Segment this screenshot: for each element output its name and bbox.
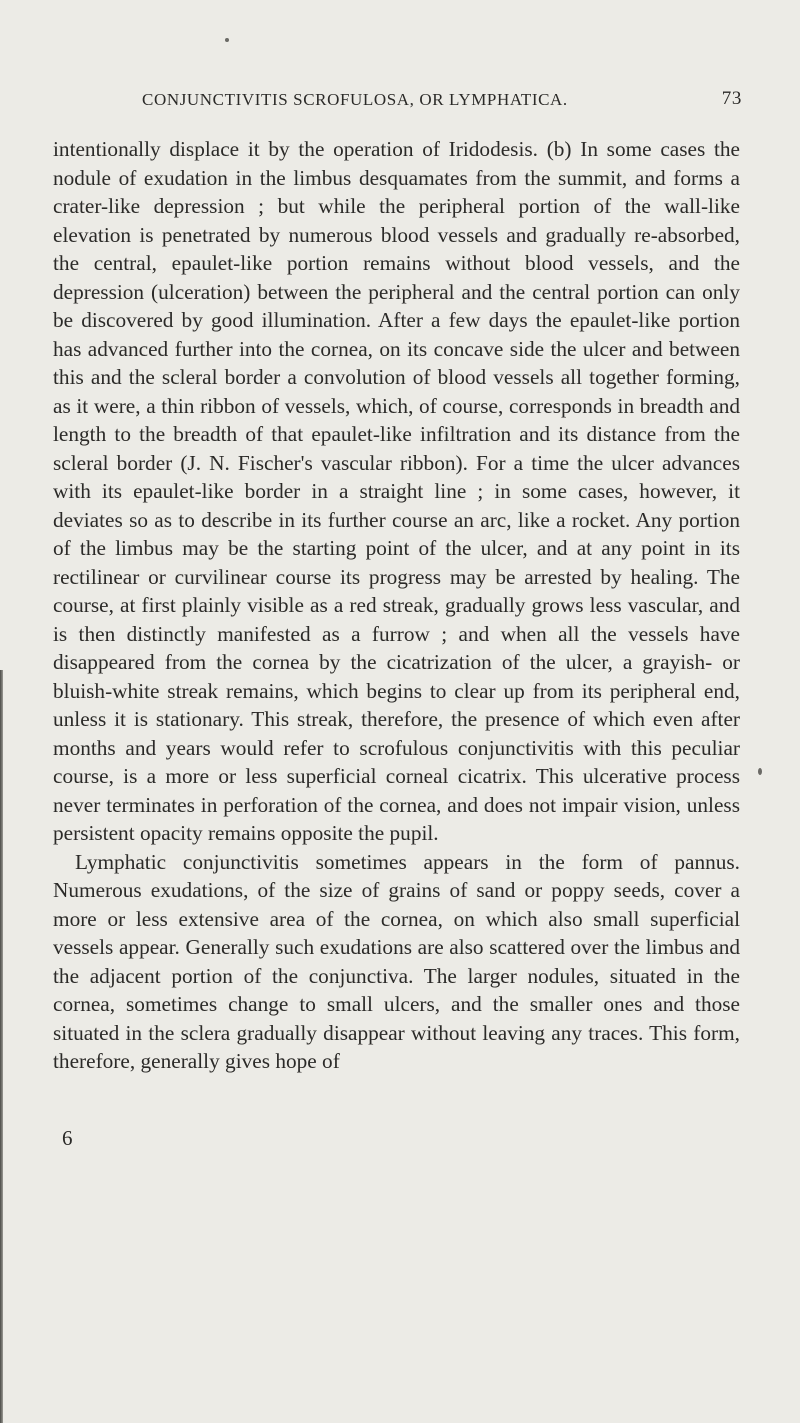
paragraph: intentionally displace it by the operation of Iridodesis. (b) In some cases the nodule of exudation in the limbus desquamates from the summit, and forms a crater-like depression ; but while the peripheral portion of the wall-like elevation is penetrated by numerous blood vessels and gradually re-absorbed, the central, epaulet-like portion remains without blood vessels, and the depression (ulceration) between the peripheral and the central portion can only be discovered by good illumination. After a few days the epaulet-like portion has advanced further into the cornea, on its concave side the ulcer and between this and the scleral border a convolution of blood vessels all together forming, as it were, a thin ribbon of vessels, which, of course, corresponds in breadth and length to the breadth of that epaulet-like infiltration and its distance from the scleral border (J. N. Fischer's vascular ribbon). For a time the ulcer advances with its epaulet-like border in a straight line ; in some cases, however, it deviates so as to describe in its further course an arc, like a rocket. Any portion of the limbus may be the starting point of the ulcer, and at any point in its rectilinear or curvilinear course its progress may be arrested by healing. The course, at first plainly visible as a red streak, gradually grows less vascular, and is then distinctly manifested as a furrow ; and when all the vessels have disappeared from the cornea by the cicatrization of the ulcer, a grayish- or bluish-white streak remains, which begins to clear up from its peripheral end, unless it is stationary. This streak, therefore, the presence of which even after months and years would refer to scrofulous conjunctivitis with this peculiar course, is a more or less superficial corneal cicatrix. This ulcerative process never terminates in perforation of the cornea, and does not impair vision, unless persistent opacity remains opposite the pupil.: [53, 137, 740, 845]
body-text: [53, 135, 740, 1076]
print-speck: [758, 768, 762, 775]
signature-mark: 6: [62, 1126, 73, 1150]
page-number: 73: [721, 88, 742, 109]
paragraph: Lymphatic conjunctivitis sometimes appears in the form of pannus. Numerous exudations, of the size of grains of sand or poppy seeds, cover a more or less extensive area of the cornea, on which also small superficial vessels appear. Generally such exudations are also scattered over the limbus and the adjacent portion of the conjunctiva. The larger nodules, situated in the cornea, sometimes change to small ulcers, and the smaller ones and those situated in the sclera gradually disappear without leaving any traces. This form, therefore, generally gives hope of: [53, 849, 740, 1073]
page-edge-shadow: [0, 670, 3, 1423]
print-speck: [225, 38, 229, 42]
running-title: CONJUNCTIVITIS SCROFULOSA, OR LYMPHATICA.: [142, 90, 568, 109]
